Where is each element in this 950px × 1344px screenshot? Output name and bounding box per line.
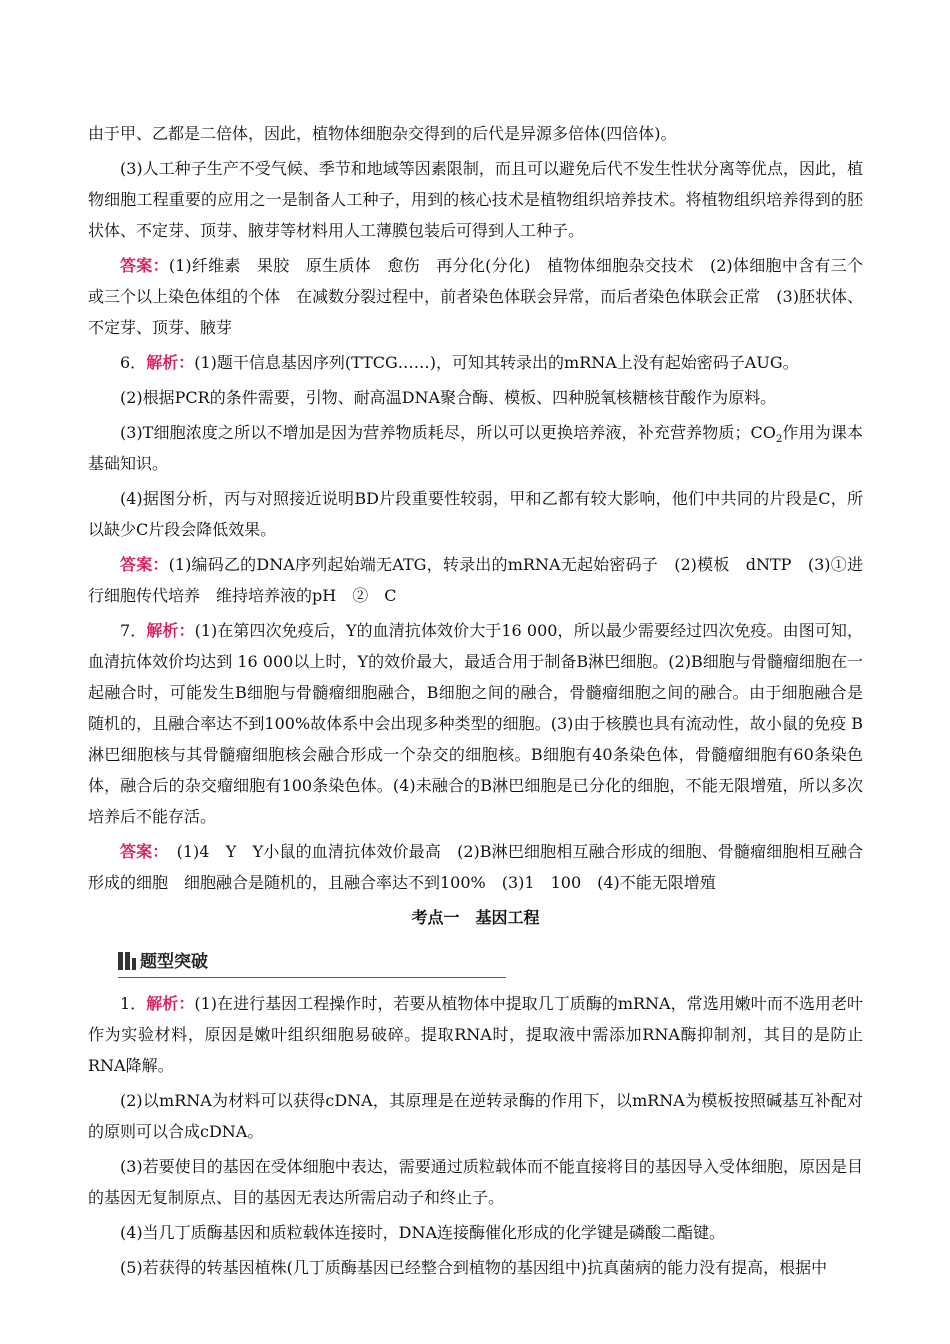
answer-text: (1)4 Y Y小鼠的血清抗体效价最高 (2)B淋巴细胞相互融合形成的细胞、骨髓瘤细胞相互融合形成的细胞 细胞融合是随机的，且融合率达不到100% (3)1 100 (4)不能无限增殖 [88, 842, 863, 892]
analysis-text: (1)在第四次免疫后，Y的血清抗体效价大于16 000，所以最少需要经过四次免疫。由图可知，血清抗体效价均达到 16 000以上时，Y的效价最大，最适合用于制备B淋巴细胞。(2)B细胞与骨髓瘤细胞在一起融合时，可能发生B细胞与骨髓瘤细胞融合，B细胞之间的融合，骨髓瘤细胞之间的融合。由于细胞融合是随机的，且融合率达不到100%故体系中会出现多种类型的细胞。(3)由于核膜也具有流动性，故小鼠的免疫 B淋巴细胞核与其骨髓瘤细胞核会融合形成一个杂交的细胞核。B细胞有40条染色体，骨髓瘤细胞有60条染色体，融合后的杂交瘤细胞有100条染色体。(4)未融合的B淋巴细胞是已分化的细胞，不能无限增殖，所以多次培养后不能存活。 [88, 621, 863, 826]
section-marker-icon [118, 952, 136, 970]
answer-label: 答案： [120, 256, 169, 275]
answer-label: 答案： [120, 555, 169, 574]
analysis-text: (1)题干信息基因序列(TTCG……)，可知其转录出的mRNA上没有起始密码子AUG。 [194, 353, 799, 372]
question-number: 6． [120, 353, 147, 372]
document-page [88, 118, 863, 1287]
answer-paragraph [88, 549, 863, 611]
question-7-analysis [88, 615, 863, 832]
paragraph: (3)人工种子生产不受气候、季节和地域等因素限制，而且可以避免后代不发生性状分离等优点，因此，植物细胞工程重要的应用之一是制备人工种子，用到的核心技术是植物组织培养技术。将植物组织培养得到的胚状体、不定芽、顶芽、腋芽等材料用人工薄膜包装后可得到人工种子。 [88, 159, 863, 240]
paragraph: (2)根据PCR的条件需要，引物、耐高温DNA聚合酶、模板、四种脱氧核糖核苷酸作为原料。 [120, 388, 777, 407]
section-banner [118, 943, 506, 978]
answer-label: 答案： [120, 842, 161, 861]
paragraph: (2)以mRNA为材料可以获得cDNA，其原理是在逆转录酶的作用下，以mRNA为模板按照碱基互补配对的原则可以合成cDNA。 [88, 1091, 863, 1141]
answer-paragraph [88, 250, 863, 343]
question-6-analysis [88, 347, 863, 378]
paragraph [88, 417, 863, 479]
paragraph: (3)若要使目的基因在受体细胞中表达，需要通过质粒载体而不能直接将目的基因导入受体细胞，原因是目的基因无复制原点、目的基因无表达所需启动子和终止子。 [88, 1157, 863, 1207]
analysis-label: 解析： [146, 353, 195, 372]
paragraph: (5)若获得的转基因植株(几丁质酶基因已经整合到植物的基因组中)抗真菌病的能力没有提高，根据中 [120, 1258, 828, 1277]
analysis-label: 解析： [146, 621, 195, 640]
paragraph: (4)当几丁质酶基因和质粒载体连接时，DNA连接酶催化形成的化学键是磷酸二酯键。 [120, 1223, 726, 1242]
answer-text: (1)编码乙的DNA序列起始端无ATG，转录出的mRNA无起始密码子 (2)模板 dNTP (3)①进行细胞传代培养 维持培养液的pH ② C [88, 555, 863, 605]
paragraph-text: (3)T细胞浓度之所以不增加是因为营养物质耗尽，所以可以更换培养液，补充营养物质；CO [120, 423, 776, 442]
question-number: 7． [120, 621, 147, 640]
section-label: 题型突破 [140, 952, 208, 972]
paragraph: 由于甲、乙都是二倍体，因此，植物体细胞杂交得到的后代是异源多倍体(四倍体)。 [88, 124, 677, 143]
answer-text: (1)纤维素 果胶 原生质体 愈伤 再分化(分化) 植物体细胞杂交技术 (2)体细胞中含有三个或三个以上染色体组的个体 在减数分裂过程中，前者染色体联会异常，而后者染色体联会正常 (3)胚状体、不定芽、顶芽、腋芽 [88, 256, 863, 337]
paragraph-text: 作用为课本基础知识。 [88, 423, 863, 473]
paragraph: (4)据图分析，丙与对照接近说明BD片段重要性较弱，甲和乙都有较大影响，他们中共同的片段是C，所以缺少C片段会降低效果。 [88, 489, 863, 539]
question-number: 1． [120, 994, 147, 1013]
answer-paragraph [88, 836, 863, 898]
section-heading: 考点一 基因工程 [411, 908, 540, 927]
analysis-text: (1)在进行基因工程操作时，若要从植物体中提取几丁质酶的mRNA，常选用嫩叶而不选用老叶作为实验材料，原因是嫩叶组织细胞易破碎。提取RNA时，提取液中需添加RNA酶抑制剂，其目的是防止RNA降解。 [88, 994, 863, 1075]
question-1-analysis [88, 988, 863, 1081]
subscript: 2 [775, 434, 783, 446]
analysis-label: 解析： [146, 994, 195, 1013]
